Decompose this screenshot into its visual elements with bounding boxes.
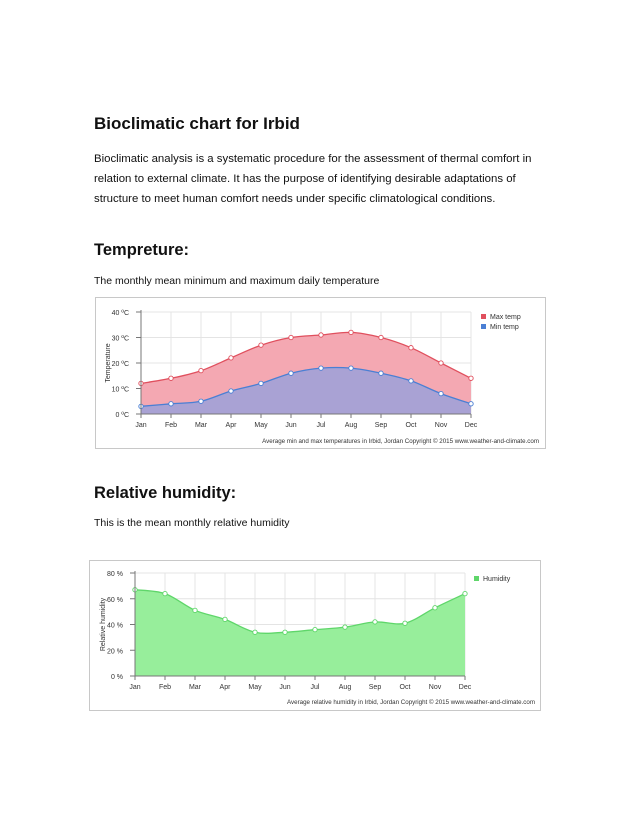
data-point — [319, 366, 323, 370]
data-point — [433, 606, 437, 610]
area-humidity — [135, 590, 465, 676]
temperature-chart-svg — [96, 298, 545, 448]
data-point — [409, 379, 413, 383]
data-point — [349, 330, 353, 334]
intro-paragraph: Bioclimatic analysis is a systematic procedure for the assessment of thermal comfort in relation to external climate. It has the purpose of identifying desirable adaptations of structure to meet human comfort needs under specific climatological conditions. — [94, 153, 532, 205]
x-tick-label: Oct — [399, 684, 411, 691]
x-tick-label: Aug — [344, 422, 358, 429]
y-tick-label: 0 % — [110, 674, 123, 681]
x-tick-label: Mar — [188, 684, 202, 691]
x-tick-label: Apr — [219, 684, 231, 691]
chart-footer — [287, 699, 535, 706]
humidity-heading: Relative humidity: — [94, 484, 237, 502]
x-tick-label: May — [254, 422, 268, 429]
x-tick-label: Aug — [338, 684, 352, 691]
data-point — [199, 399, 203, 403]
data-point — [379, 371, 383, 375]
document-title: Bioclimatic chart for Irbid — [94, 114, 300, 133]
legend-swatch — [481, 324, 486, 329]
y-tick-label: 20 ºC — [111, 361, 129, 368]
chart-credit: Copyright © 2015 www.weather-and-climate.com — [404, 438, 539, 445]
x-tick-label: Jul — [316, 422, 326, 429]
data-point — [163, 591, 167, 595]
x-tick-label: Sep — [368, 684, 382, 691]
chart-footer — [262, 438, 539, 445]
data-point — [439, 391, 443, 395]
chart-title: Average relative humidity in Irbid, Jordan — [287, 699, 400, 706]
x-tick-label: Dec — [464, 422, 478, 429]
data-point — [259, 381, 263, 385]
x-tick-label: Mar — [194, 422, 208, 429]
x-tick-label: Sep — [374, 422, 388, 429]
y-tick-label: 80 % — [107, 571, 123, 578]
y-tick-label: 60 % — [107, 596, 123, 604]
y-tick-label: 40 % — [107, 622, 123, 630]
y-tick-label: 0 ºC — [115, 412, 129, 419]
chart-credit: Copyright © 2015 www.weather-and-climate.com — [400, 699, 535, 706]
legend-swatch — [481, 314, 486, 319]
chart-title: Average min and max temperatures in Irbid, Jordan — [262, 438, 404, 445]
data-point — [223, 617, 227, 621]
y-tick-label: 30 ºC — [111, 335, 129, 343]
x-tick-label: Dec — [458, 684, 472, 691]
x-tick-label: Jul — [310, 684, 320, 691]
legend-label: Humidity — [483, 576, 511, 583]
data-point — [379, 335, 383, 339]
data-point — [463, 591, 467, 595]
data-point — [169, 402, 173, 406]
temperature-chart — [95, 297, 546, 449]
x-tick-label: Nov — [428, 684, 442, 691]
y-tick-label: 10 ºC — [111, 386, 129, 394]
y-axis-label: Temperature — [105, 343, 112, 383]
x-tick-label: Feb — [164, 422, 178, 429]
legend-label: Max temp — [490, 314, 521, 321]
data-point — [199, 368, 203, 372]
x-tick-label: Feb — [158, 684, 172, 691]
data-point — [229, 389, 233, 393]
data-point — [259, 343, 263, 347]
data-point — [253, 630, 257, 634]
temperature-caption: The monthly mean minimum and maximum daily temperature — [94, 275, 380, 287]
data-point — [469, 376, 473, 380]
y-tick-label: 40 ºC — [111, 310, 129, 317]
humidity-chart-svg — [90, 561, 540, 710]
humidity-chart — [89, 560, 541, 711]
x-tick-label: Jan — [135, 422, 147, 429]
data-point — [229, 356, 233, 360]
legend-swatch — [474, 576, 479, 581]
data-point — [439, 361, 443, 365]
data-point — [403, 621, 407, 625]
x-tick-label: Jan — [129, 684, 141, 691]
y-tick-label: 20 % — [107, 648, 123, 656]
temperature-heading: Tempreture: — [94, 241, 190, 259]
data-point — [289, 371, 293, 375]
legend-label: Min temp — [490, 324, 519, 331]
x-tick-label: May — [248, 684, 262, 691]
data-point — [289, 335, 293, 339]
data-point — [169, 376, 173, 380]
x-tick-label: Oct — [405, 422, 417, 429]
data-point — [319, 333, 323, 337]
y-axis-label: Relative humidity — [100, 597, 107, 652]
x-tick-label: Jun — [285, 422, 297, 429]
x-tick-label: Jun — [279, 684, 291, 691]
data-point — [469, 402, 473, 406]
data-point — [343, 625, 347, 629]
x-tick-label: Nov — [434, 422, 448, 429]
humidity-caption: This is the mean monthly relative humidity — [94, 517, 290, 529]
data-point — [373, 620, 377, 624]
data-point — [283, 630, 287, 634]
x-tick-label: Apr — [225, 422, 237, 429]
data-point — [313, 627, 317, 631]
data-point — [349, 366, 353, 370]
data-point — [193, 608, 197, 612]
data-point — [409, 346, 413, 350]
